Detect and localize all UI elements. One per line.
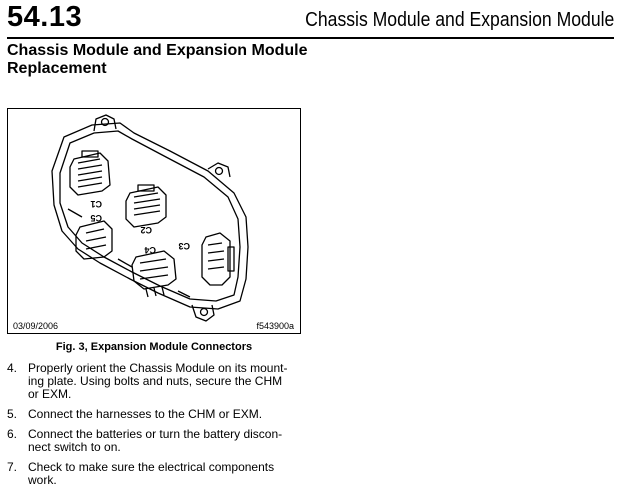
expansion-module-illustration	[8, 109, 300, 333]
step-text: Connect the batteries or turn the battery discon- nect switch to on.	[28, 427, 283, 454]
page-heading: Chassis Module and Expansion Module Replacement	[7, 42, 308, 77]
step-number: 5.	[7, 407, 18, 421]
step-text: Connect the harnesses to the CHM or EXM.	[28, 407, 263, 421]
connector-label-c5: C5	[90, 213, 102, 223]
figure-caption: Fig. 3, Expansion Module Connectors	[55, 341, 253, 353]
figure-box	[7, 108, 301, 334]
section-title: Chassis Module and Expansion Module	[304, 9, 614, 31]
header-rule	[7, 37, 614, 39]
connector-label-c4: C4	[144, 245, 156, 255]
section-number: 54.13	[7, 1, 83, 33]
step-text: Check to make sure the electrical components work.	[28, 460, 275, 487]
step-text: Properly orient the Chassis Module on its mount- ing plate. Using bolts and nuts, secure the CHM or EXM.	[28, 361, 288, 401]
connector-c3	[202, 233, 230, 285]
list-item	[7, 461, 307, 487]
figure-date: 03/09/2006	[13, 321, 59, 331]
connector-label-c3: C3	[178, 241, 190, 251]
list-item	[7, 408, 307, 421]
list-item	[7, 428, 307, 454]
figure-id: f543900a	[256, 321, 294, 331]
connector-label-c1: C1	[90, 199, 102, 209]
connector-label-c2: C2	[140, 225, 152, 235]
step-number: 6.	[7, 427, 18, 441]
step-number: 4.	[7, 361, 18, 375]
connector-c1	[70, 153, 110, 195]
step-number: 7.	[7, 460, 18, 474]
procedure-steps	[7, 362, 307, 494]
list-item	[7, 362, 307, 401]
